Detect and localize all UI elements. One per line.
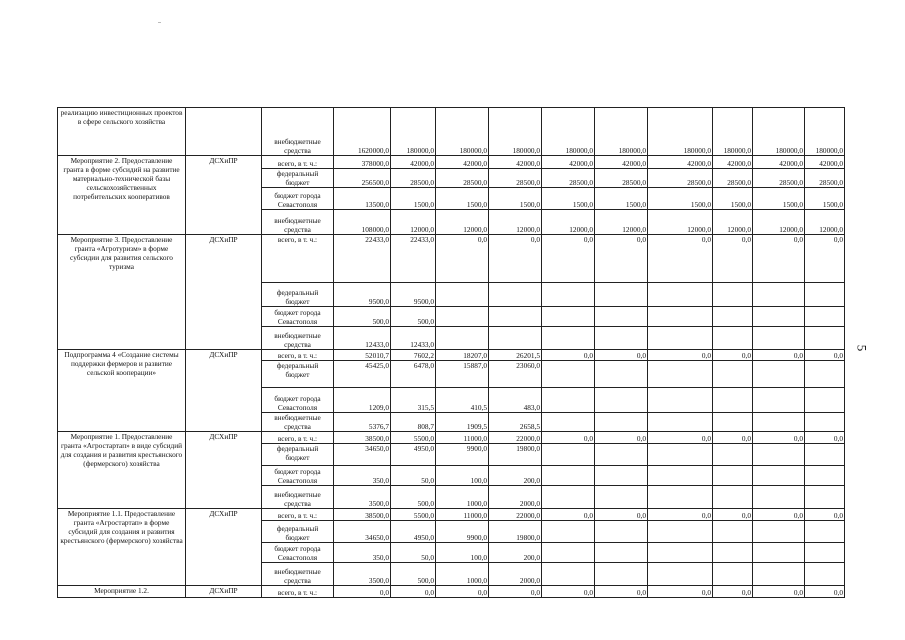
year-amount-cell: 0,0: [648, 235, 713, 283]
year-amount-cell: 1500,0: [753, 188, 805, 210]
year-amount-cell: 42000,0: [805, 156, 845, 169]
year-amount-cell: [542, 413, 595, 432]
page-number: 5: [854, 344, 870, 352]
year-amount-cell: 0,0: [713, 586, 753, 598]
year-amount-cell: 1500,0: [595, 188, 648, 210]
year-amount-cell: [595, 521, 648, 543]
year-amount-cell: 100,0: [436, 466, 489, 486]
year-amount-cell: 42000,0: [436, 156, 489, 169]
year-amount-cell: 1500,0: [542, 188, 595, 210]
year-amount-cell: [753, 413, 805, 432]
year-amount-cell: 0,0: [542, 586, 595, 598]
funding-source-cell: бюджет города Севастополя: [262, 466, 334, 486]
year-amount-cell: [542, 466, 595, 486]
year-amount-cell: 0,0: [753, 350, 805, 361]
year-amount-cell: 28500,0: [713, 169, 753, 188]
executor-cell: [186, 108, 262, 156]
year-amount-cell: [713, 307, 753, 327]
year-amount-cell: 180000,0: [391, 108, 436, 156]
year-amount-cell: 28500,0: [391, 169, 436, 188]
year-amount-cell: 0,0: [753, 432, 805, 444]
year-amount-cell: [805, 388, 845, 413]
year-amount-cell: 4950,0: [391, 521, 436, 543]
year-amount-cell: 410,5: [436, 388, 489, 413]
year-amount-cell: 0,0: [436, 586, 489, 598]
year-amount-cell: 42000,0: [489, 156, 542, 169]
year-amount-cell: 28500,0: [595, 169, 648, 188]
year-amount-cell: 5500,0: [391, 509, 436, 521]
event-name-cell: реализацию инвестиционных проектов в сфере сельского хозяйства: [58, 108, 186, 156]
year-amount-cell: 4950,0: [391, 444, 436, 466]
year-amount-cell: [713, 543, 753, 563]
year-amount-cell: [713, 466, 753, 486]
year-amount-cell: 0,0: [753, 509, 805, 521]
total-amount-cell: 3500,0: [334, 486, 391, 509]
year-amount-cell: 23060,0: [489, 361, 542, 388]
executor-cell: ДСХиПР: [186, 586, 262, 598]
year-amount-cell: [542, 307, 595, 327]
year-amount-cell: 0,0: [542, 350, 595, 361]
funding-source-cell: внебюджетные средства: [262, 486, 334, 509]
funding-source-cell: всего, в т. ч.:: [262, 586, 334, 598]
year-amount-cell: 0,0: [805, 509, 845, 521]
year-amount-cell: [595, 563, 648, 586]
year-amount-cell: [713, 388, 753, 413]
year-amount-cell: [489, 283, 542, 307]
funding-source-cell: бюджет города Севастополя: [262, 543, 334, 563]
year-amount-cell: 11000,0: [436, 432, 489, 444]
year-amount-cell: [805, 361, 845, 388]
year-amount-cell: 28500,0: [805, 169, 845, 188]
year-amount-cell: 0,0: [648, 509, 713, 521]
year-amount-cell: 12000,0: [805, 210, 845, 235]
total-amount-cell: 3500,0: [334, 563, 391, 586]
year-amount-cell: 42000,0: [648, 156, 713, 169]
total-amount-cell: 12433,0: [334, 327, 391, 350]
funding-source-cell: всего, в т. ч.:: [262, 509, 334, 521]
year-amount-cell: 28500,0: [753, 169, 805, 188]
table-body: [58, 108, 845, 598]
year-amount-cell: 7602,2: [391, 350, 436, 361]
funding-source-cell: бюджет города Севастополя: [262, 307, 334, 327]
executor-cell: ДСХиПР: [186, 156, 262, 235]
year-amount-cell: [648, 307, 713, 327]
year-amount-cell: 0,0: [489, 586, 542, 598]
year-amount-cell: 1500,0: [805, 188, 845, 210]
year-amount-cell: [805, 543, 845, 563]
year-amount-cell: [753, 466, 805, 486]
executor-cell: ДСХиПР: [186, 235, 262, 350]
year-amount-cell: [542, 521, 595, 543]
year-amount-cell: 1500,0: [489, 188, 542, 210]
year-amount-cell: 1500,0: [648, 188, 713, 210]
year-amount-cell: 0,0: [753, 586, 805, 598]
funding-source-cell: внебюджетные средства: [262, 413, 334, 432]
funding-source-cell: внебюджетные средства: [262, 108, 334, 156]
year-amount-cell: 1500,0: [391, 188, 436, 210]
year-amount-cell: 42000,0: [713, 156, 753, 169]
year-amount-cell: 42000,0: [391, 156, 436, 169]
year-amount-cell: 0,0: [753, 235, 805, 283]
year-amount-cell: 0,0: [713, 509, 753, 521]
year-amount-cell: 9900,0: [436, 521, 489, 543]
table-row: [58, 235, 845, 283]
year-amount-cell: 500,0: [391, 486, 436, 509]
year-amount-cell: 0,0: [542, 235, 595, 283]
year-amount-cell: 180000,0: [753, 108, 805, 156]
year-amount-cell: [595, 486, 648, 509]
year-amount-cell: [436, 283, 489, 307]
year-amount-cell: [648, 521, 713, 543]
year-amount-cell: [648, 388, 713, 413]
year-amount-cell: 100,0: [436, 543, 489, 563]
year-amount-cell: 0,0: [595, 432, 648, 444]
total-amount-cell: 350,0: [334, 466, 391, 486]
year-amount-cell: 2658,5: [489, 413, 542, 432]
year-amount-cell: 1500,0: [436, 188, 489, 210]
year-amount-cell: [753, 543, 805, 563]
table-row: [58, 350, 845, 361]
year-amount-cell: [753, 283, 805, 307]
year-amount-cell: 483,0: [489, 388, 542, 413]
year-amount-cell: 12433,0: [391, 327, 436, 350]
year-amount-cell: [542, 283, 595, 307]
year-amount-cell: [648, 361, 713, 388]
year-amount-cell: 12000,0: [489, 210, 542, 235]
total-amount-cell: 108000,0: [334, 210, 391, 235]
year-amount-cell: 1500,0: [713, 188, 753, 210]
year-amount-cell: [753, 521, 805, 543]
year-amount-cell: 50,0: [391, 543, 436, 563]
total-amount-cell: 5376,7: [334, 413, 391, 432]
event-name-cell: Мероприятие 2. Предоставление гранта в форме субсидий на развитие материально-технической базы сельскохозяйственных потребительских кооперативов: [58, 156, 186, 235]
total-amount-cell: 500,0: [334, 307, 391, 327]
year-amount-cell: 42000,0: [753, 156, 805, 169]
year-amount-cell: [753, 486, 805, 509]
year-amount-cell: [713, 283, 753, 307]
year-amount-cell: 12000,0: [542, 210, 595, 235]
year-amount-cell: [805, 521, 845, 543]
year-amount-cell: 0,0: [713, 350, 753, 361]
year-amount-cell: 12000,0: [753, 210, 805, 235]
total-amount-cell: 0,0: [334, 586, 391, 598]
budget-table: [57, 107, 845, 598]
year-amount-cell: 500,0: [391, 307, 436, 327]
scan-speck: [158, 22, 161, 23]
year-amount-cell: 180000,0: [489, 108, 542, 156]
total-amount-cell: 13500,0: [334, 188, 391, 210]
year-amount-cell: 200,0: [489, 543, 542, 563]
funding-source-cell: федеральный бюджет: [262, 361, 334, 388]
year-amount-cell: [805, 466, 845, 486]
funding-source-cell: всего, в т. ч.:: [262, 432, 334, 444]
year-amount-cell: [542, 361, 595, 388]
total-amount-cell: 1620000,0: [334, 108, 391, 156]
year-amount-cell: [436, 307, 489, 327]
year-amount-cell: 0,0: [489, 235, 542, 283]
year-amount-cell: [542, 563, 595, 586]
year-amount-cell: 180000,0: [805, 108, 845, 156]
total-amount-cell: 38500,0: [334, 432, 391, 444]
year-amount-cell: [595, 543, 648, 563]
year-amount-cell: 22000,0: [489, 432, 542, 444]
year-amount-cell: [489, 327, 542, 350]
year-amount-cell: [753, 307, 805, 327]
year-amount-cell: 11000,0: [436, 509, 489, 521]
year-amount-cell: 500,0: [391, 563, 436, 586]
year-amount-cell: [595, 466, 648, 486]
year-amount-cell: 0,0: [595, 350, 648, 361]
year-amount-cell: 5500,0: [391, 432, 436, 444]
year-amount-cell: [805, 283, 845, 307]
year-amount-cell: 1909,5: [436, 413, 489, 432]
table-row: [58, 586, 845, 598]
year-amount-cell: 0,0: [595, 586, 648, 598]
total-amount-cell: 1209,0: [334, 388, 391, 413]
year-amount-cell: 0,0: [542, 509, 595, 521]
year-amount-cell: 0,0: [713, 235, 753, 283]
total-amount-cell: 22433,0: [334, 235, 391, 283]
year-amount-cell: 2000,0: [489, 563, 542, 586]
year-amount-cell: [753, 563, 805, 586]
year-amount-cell: [595, 413, 648, 432]
executor-cell: ДСХиПР: [186, 432, 262, 509]
year-amount-cell: 200,0: [489, 466, 542, 486]
event-name-cell: Мероприятие 1. Предоставление гранта «Агростартап» в виде субсидий для создания и развития крестьянского (фермерского) хозяйства: [58, 432, 186, 509]
year-amount-cell: 9500,0: [391, 283, 436, 307]
year-amount-cell: 18207,0: [436, 350, 489, 361]
year-amount-cell: [753, 444, 805, 466]
year-amount-cell: 0,0: [436, 235, 489, 283]
year-amount-cell: [595, 361, 648, 388]
year-amount-cell: [713, 413, 753, 432]
year-amount-cell: [648, 563, 713, 586]
year-amount-cell: 180000,0: [436, 108, 489, 156]
year-amount-cell: 180000,0: [713, 108, 753, 156]
table-row: [58, 432, 845, 444]
year-amount-cell: 0,0: [805, 432, 845, 444]
year-amount-cell: 22000,0: [489, 509, 542, 521]
year-amount-cell: 2000,0: [489, 486, 542, 509]
year-amount-cell: [805, 486, 845, 509]
event-name-cell: Мероприятие 1.2.: [58, 586, 186, 598]
year-amount-cell: [805, 444, 845, 466]
year-amount-cell: 19800,0: [489, 521, 542, 543]
year-amount-cell: [542, 444, 595, 466]
year-amount-cell: 0,0: [595, 509, 648, 521]
year-amount-cell: 180000,0: [542, 108, 595, 156]
year-amount-cell: 12000,0: [391, 210, 436, 235]
total-amount-cell: 52010,7: [334, 350, 391, 361]
year-amount-cell: 180000,0: [595, 108, 648, 156]
year-amount-cell: 12000,0: [595, 210, 648, 235]
year-amount-cell: 50,0: [391, 466, 436, 486]
year-amount-cell: 1000,0: [436, 563, 489, 586]
total-amount-cell: 34650,0: [334, 444, 391, 466]
year-amount-cell: [805, 327, 845, 350]
total-amount-cell: 45425,0: [334, 361, 391, 388]
year-amount-cell: [595, 388, 648, 413]
year-amount-cell: 26201,5: [489, 350, 542, 361]
year-amount-cell: [713, 327, 753, 350]
funding-source-cell: внебюджетные средства: [262, 563, 334, 586]
event-name-cell: Мероприятие 1.1. Предоставление гранта «Агростартап» в форме субсидий для создания и развития крестьянского (фермерского) хозяйства: [58, 509, 186, 586]
year-amount-cell: [542, 543, 595, 563]
funding-source-cell: всего, в т. ч.:: [262, 235, 334, 283]
funding-source-cell: внебюджетные средства: [262, 210, 334, 235]
total-amount-cell: 378000,0: [334, 156, 391, 169]
event-name-cell: Мероприятие 3. Предоставление гранта «Агротуризм» в форме субсидии для развития сельского туризма: [58, 235, 186, 350]
funding-source-cell: всего, в т. ч.:: [262, 350, 334, 361]
year-amount-cell: [595, 444, 648, 466]
year-amount-cell: 6478,0: [391, 361, 436, 388]
year-amount-cell: [542, 327, 595, 350]
year-amount-cell: [648, 466, 713, 486]
year-amount-cell: [713, 486, 753, 509]
year-amount-cell: 19800,0: [489, 444, 542, 466]
year-amount-cell: 0,0: [805, 235, 845, 283]
table-row: [58, 108, 845, 156]
year-amount-cell: [489, 307, 542, 327]
year-amount-cell: 0,0: [805, 586, 845, 598]
year-amount-cell: [595, 283, 648, 307]
year-amount-cell: [648, 486, 713, 509]
year-amount-cell: 12000,0: [713, 210, 753, 235]
year-amount-cell: [805, 413, 845, 432]
year-amount-cell: [542, 388, 595, 413]
year-amount-cell: 0,0: [713, 432, 753, 444]
year-amount-cell: [648, 543, 713, 563]
funding-source-cell: федеральный бюджет: [262, 444, 334, 466]
funding-source-cell: федеральный бюджет: [262, 283, 334, 307]
year-amount-cell: 28500,0: [436, 169, 489, 188]
year-amount-cell: 28500,0: [542, 169, 595, 188]
year-amount-cell: 15887,0: [436, 361, 489, 388]
funding-source-cell: всего, в т. ч.:: [262, 156, 334, 169]
total-amount-cell: 38500,0: [334, 509, 391, 521]
executor-cell: ДСХиПР: [186, 509, 262, 586]
table-row: [58, 509, 845, 521]
year-amount-cell: [713, 361, 753, 388]
event-name-cell: Подпрограмма 4 «Создание системы поддержки фермеров и развитие сельской кооперации»: [58, 350, 186, 432]
total-amount-cell: 34650,0: [334, 521, 391, 543]
year-amount-cell: [753, 388, 805, 413]
table-row: [58, 156, 845, 169]
year-amount-cell: [753, 361, 805, 388]
year-amount-cell: [595, 327, 648, 350]
year-amount-cell: 12000,0: [648, 210, 713, 235]
year-amount-cell: [713, 521, 753, 543]
year-amount-cell: 0,0: [648, 350, 713, 361]
year-amount-cell: [648, 283, 713, 307]
year-amount-cell: 42000,0: [595, 156, 648, 169]
year-amount-cell: [595, 307, 648, 327]
year-amount-cell: 0,0: [805, 350, 845, 361]
year-amount-cell: 315,5: [391, 388, 436, 413]
funding-source-cell: бюджет города Севастополя: [262, 388, 334, 413]
year-amount-cell: 22433,0: [391, 235, 436, 283]
year-amount-cell: [436, 327, 489, 350]
year-amount-cell: 9900,0: [436, 444, 489, 466]
year-amount-cell: 0,0: [391, 586, 436, 598]
year-amount-cell: 808,7: [391, 413, 436, 432]
year-amount-cell: 180000,0: [648, 108, 713, 156]
year-amount-cell: 28500,0: [648, 169, 713, 188]
funding-source-cell: федеральный бюджет: [262, 521, 334, 543]
year-amount-cell: 42000,0: [542, 156, 595, 169]
year-amount-cell: [805, 563, 845, 586]
funding-source-cell: бюджет города Севастополя: [262, 188, 334, 210]
year-amount-cell: [753, 327, 805, 350]
year-amount-cell: 0,0: [542, 432, 595, 444]
funding-source-cell: федеральный бюджет: [262, 169, 334, 188]
funding-source-cell: внебюджетные средства: [262, 327, 334, 350]
year-amount-cell: [713, 563, 753, 586]
total-amount-cell: 350,0: [334, 543, 391, 563]
total-amount-cell: 256500,0: [334, 169, 391, 188]
year-amount-cell: 0,0: [648, 586, 713, 598]
year-amount-cell: [648, 327, 713, 350]
year-amount-cell: [805, 307, 845, 327]
year-amount-cell: 0,0: [595, 235, 648, 283]
year-amount-cell: [648, 413, 713, 432]
year-amount-cell: [713, 444, 753, 466]
year-amount-cell: [648, 444, 713, 466]
executor-cell: ДСХиПР: [186, 350, 262, 432]
year-amount-cell: [542, 486, 595, 509]
year-amount-cell: 1000,0: [436, 486, 489, 509]
year-amount-cell: 28500,0: [489, 169, 542, 188]
year-amount-cell: 0,0: [648, 432, 713, 444]
year-amount-cell: 12000,0: [436, 210, 489, 235]
total-amount-cell: 9500,0: [334, 283, 391, 307]
